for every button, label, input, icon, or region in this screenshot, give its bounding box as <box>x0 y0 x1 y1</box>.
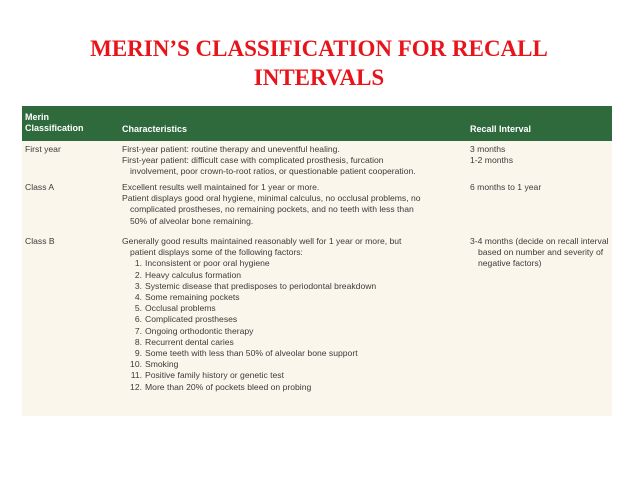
classification-cell: Class B <box>25 236 55 246</box>
recall-cell: 6 months to 1 year <box>470 182 542 192</box>
header-recall-interval: Recall Interval <box>470 124 532 134</box>
characteristics-cell: Excellent results well maintained for 1 year or more. Patient displays good oral hygiene, minimal calculus, no occlusal problems, no complicated prostheses, no remaining pockets, and no teeth with less than 50% of alveolar bone remaining. <box>122 182 421 226</box>
list-item: 11. Positive family history or genetic test <box>130 370 284 381</box>
title-line-1: MERIN’S CLASSIFICATION FOR RECALL <box>90 36 548 61</box>
classification-cell: Class A <box>25 182 55 192</box>
title-line-2: INTERVALS <box>253 65 385 90</box>
list-item: 6. Complicated prostheses <box>134 314 238 325</box>
list-item: 9. Some teeth with less than 50% of alveolar bone support <box>134 348 358 359</box>
list-item: 10. Smoking <box>130 359 179 370</box>
list-item: 12. More than 20% of pockets bleed on probing <box>130 381 312 392</box>
characteristics-cell: Generally good results maintained reasonably well for 1 year or more, but patient displays some of the following factors: 1. Inconsistent or poor oral hygiene 2. Heavy calculus formation 3. Systemic disease that predisposes to periodontal breakdown 4. Some remaining pockets 5. Occlusal problems 6. Complicated prostheses 7. Ongoing orthodontic therapy 8. Recurrent dental caries 9. Some teeth with less than 50% of alveolar bone support 10. Smoking 11. Positive family history or genetic test 12. More than 20% of pockets bleed on probing <box>122 236 462 393</box>
recall-cell: 3-4 months (decide on recall interval based on number and severity of negative factors) <box>470 236 609 269</box>
list-item: 4. Some remaining pockets <box>134 292 240 303</box>
factor-list <box>122 258 462 392</box>
list-item: 7. Ongoing orthodontic therapy <box>134 325 254 336</box>
list-item: 2. Heavy calculus formation <box>134 269 242 280</box>
classification-cell: First year <box>25 144 61 154</box>
slide-title <box>40 34 598 92</box>
recall-cell: 3 months 1-2 months <box>470 144 513 166</box>
list-item: 5. Occlusal problems <box>134 303 216 314</box>
header-classification: Merin Classification <box>25 112 84 133</box>
classification-table <box>22 106 612 416</box>
characteristics-cell: First-year patient: routine therapy and uneventful healing. First-year patient: difficult case with complicated prosthesis, furcation involvement, poor crown-to-root ratios, or questionable patient cooperation. <box>122 144 416 177</box>
list-item: 8. Recurrent dental caries <box>134 336 234 347</box>
list-item: 1. Inconsistent or poor oral hygiene <box>134 258 270 269</box>
header-characteristics: Characteristics <box>122 124 188 134</box>
list-item: 3. Systemic disease that predisposes to periodontal breakdown <box>134 280 377 291</box>
table-header <box>22 106 612 141</box>
